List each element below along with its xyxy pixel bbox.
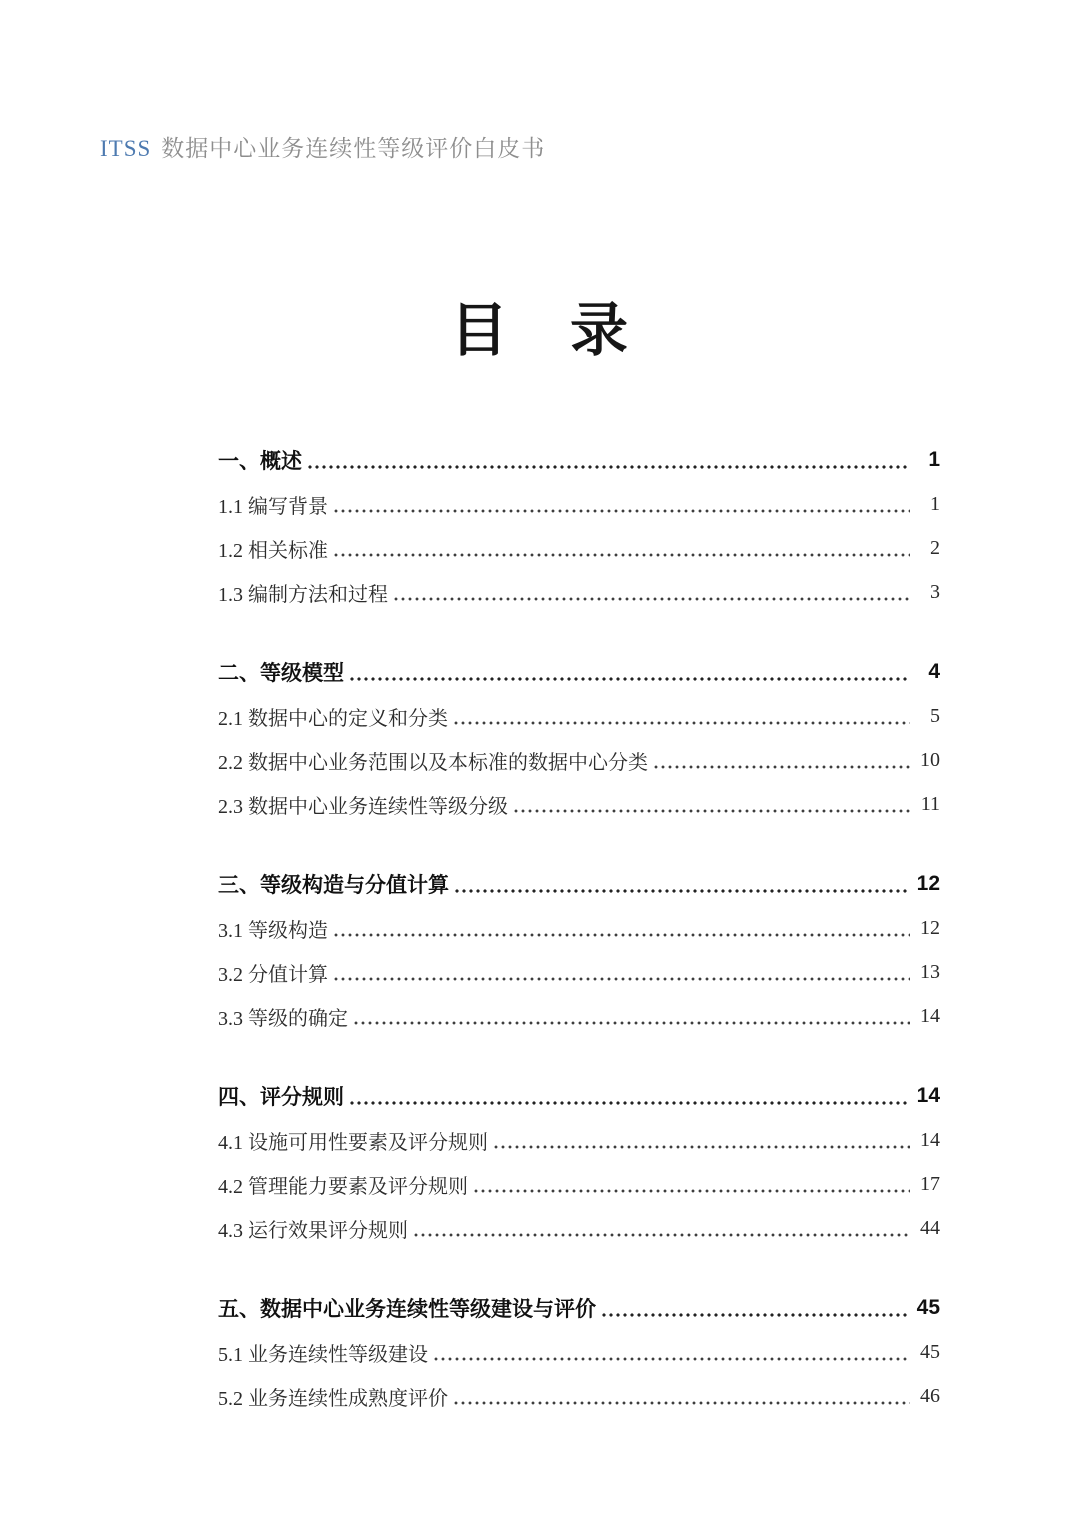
dot-leader <box>434 1357 910 1361</box>
toc-item-row <box>218 482 940 526</box>
toc-entry-page: 12 <box>916 872 940 895</box>
toc-entry-page: 2 <box>930 536 940 559</box>
toc-heading-row <box>218 650 940 694</box>
toc-section <box>218 438 940 614</box>
toc-entry-label: 2.3 数据中心业务连续性等级分级 <box>218 795 508 818</box>
toc-entry-page: 14 <box>920 1004 940 1027</box>
dot-leader <box>514 809 910 813</box>
document-title: 数据中心业务连续性等级评价白皮书 <box>161 136 546 161</box>
dot-leader <box>455 889 910 893</box>
toc-entry-label: 4.1 设施可用性要素及评分规则 <box>218 1131 488 1154</box>
toc-heading-row <box>218 862 940 906</box>
dot-leader <box>350 677 910 681</box>
toc-entry-page: 14 <box>920 1128 940 1151</box>
toc-item-row <box>218 994 940 1038</box>
toc-item-row <box>218 694 940 738</box>
toc-heading-row <box>218 1286 940 1330</box>
toc-entry-label: 3.2 分值计算 <box>218 963 328 986</box>
toc-item-row <box>218 906 940 950</box>
toc-entry-page: 5 <box>930 704 940 727</box>
dot-leader <box>350 1101 910 1105</box>
toc-item-row <box>218 1162 940 1206</box>
toc-entry-page: 46 <box>920 1384 940 1407</box>
toc-entry-page: 1 <box>928 448 940 471</box>
toc-entry-page: 44 <box>920 1216 940 1239</box>
dot-leader <box>454 1401 910 1405</box>
toc-entry-label: 2.1 数据中心的定义和分类 <box>218 707 448 730</box>
toc-entry-page: 45 <box>916 1296 940 1319</box>
toc-entry-page: 3 <box>930 580 940 603</box>
toc-entry-label: 五、数据中心业务连续性等级建设与评价 <box>218 1298 596 1321</box>
dot-leader <box>654 765 910 769</box>
toc-entry-label: 一、概述 <box>218 450 302 473</box>
dot-leader <box>334 977 910 981</box>
dot-leader <box>414 1233 910 1237</box>
dot-leader <box>602 1313 910 1317</box>
toc-entry-label: 3.1 等级构造 <box>218 919 328 942</box>
toc-entry-page: 4 <box>928 660 940 683</box>
toc-entry-page: 13 <box>920 960 940 983</box>
toc-entry-label: 4.2 管理能力要素及评分规则 <box>218 1175 468 1198</box>
toc-section <box>218 862 940 1038</box>
dot-leader <box>474 1189 910 1193</box>
dot-leader <box>354 1021 910 1025</box>
toc-item-row <box>218 782 940 826</box>
toc-item-row <box>218 1374 940 1418</box>
toc-entry-label: 3.3 等级的确定 <box>218 1007 348 1030</box>
toc-entry-label: 5.2 业务连续性成熟度评价 <box>218 1387 448 1410</box>
toc-item-row <box>218 570 940 614</box>
page-title: 目 录 <box>449 298 630 363</box>
toc-entry-page: 45 <box>920 1340 940 1363</box>
dot-leader <box>494 1145 910 1149</box>
toc-entry-label: 4.3 运行效果评分规则 <box>218 1219 408 1242</box>
toc-item-row <box>218 1118 940 1162</box>
dot-leader <box>454 721 910 725</box>
itss-logo: ITSS <box>100 136 152 161</box>
toc-item-row <box>218 738 940 782</box>
toc-entry-page: 17 <box>920 1172 940 1195</box>
dot-leader <box>308 465 910 469</box>
toc-item-row <box>218 1330 940 1374</box>
toc-section <box>218 1286 940 1418</box>
toc-entry-label: 1.1 编写背景 <box>218 495 328 518</box>
toc-entry-page: 11 <box>920 792 940 815</box>
toc-entry-label: 二、等级模型 <box>218 662 344 685</box>
toc-entry-page: 1 <box>930 492 940 515</box>
toc-entry-page: 12 <box>920 916 940 939</box>
toc-item-row <box>218 950 940 994</box>
dot-leader <box>334 553 910 557</box>
toc-item-row <box>218 526 940 570</box>
toc-heading-row <box>218 1074 940 1118</box>
dot-leader <box>334 509 910 513</box>
toc-heading-row <box>218 438 940 482</box>
toc-entry-label: 四、评分规则 <box>218 1086 344 1109</box>
toc-entry-label: 1.2 相关标准 <box>218 539 328 562</box>
toc-item-row <box>218 1206 940 1250</box>
toc-entry-page: 10 <box>920 748 940 771</box>
dot-leader <box>394 597 910 601</box>
toc-entry-label: 5.1 业务连续性等级建设 <box>218 1343 428 1366</box>
toc <box>218 430 940 1418</box>
toc-entry-page: 14 <box>916 1084 940 1107</box>
dot-leader <box>334 933 910 937</box>
toc-entry-label: 1.3 编制方法和过程 <box>218 583 388 606</box>
toc-section <box>218 1074 940 1250</box>
toc-entry-label: 2.2 数据中心业务范围以及本标准的数据中心分类 <box>218 751 648 774</box>
running-header <box>100 130 545 163</box>
toc-section <box>218 650 940 826</box>
toc-entry-label: 三、等级构造与分值计算 <box>218 874 449 897</box>
